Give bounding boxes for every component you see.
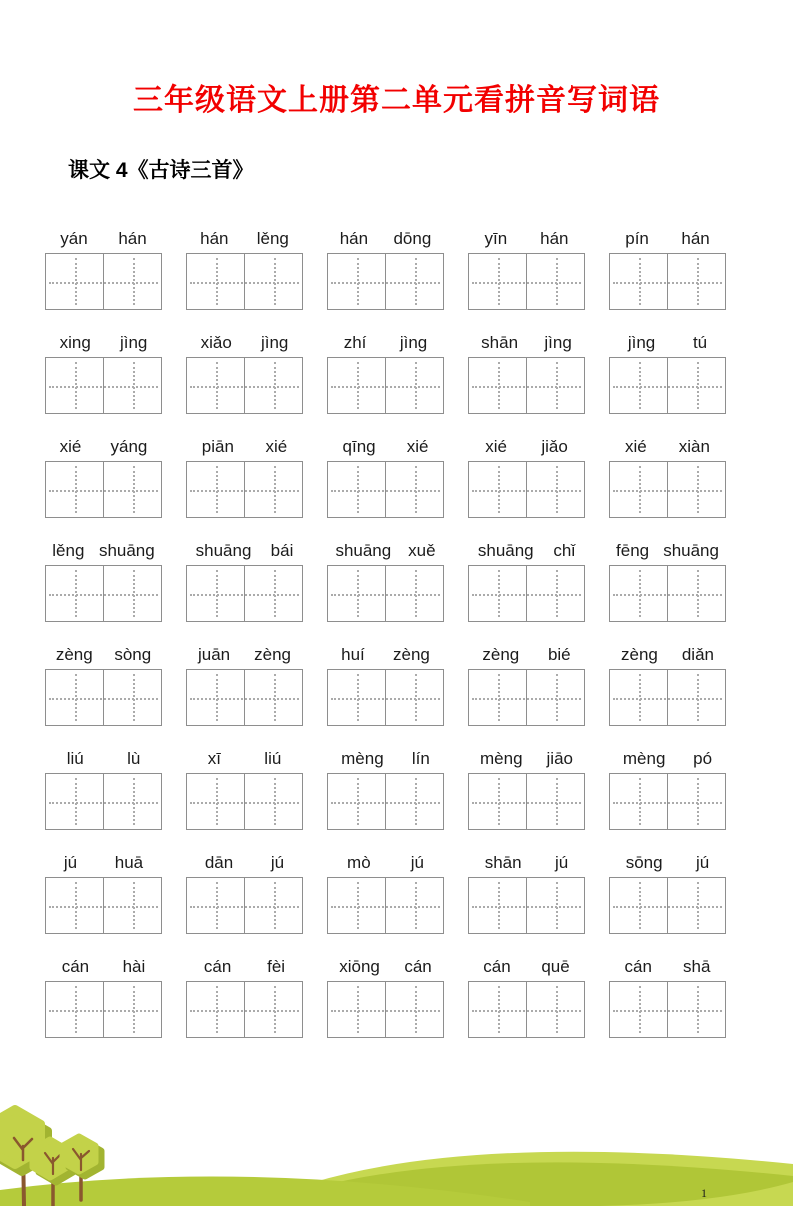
pinyin-label xyxy=(468,433,585,457)
writing-box-pair[interactable] xyxy=(327,877,444,934)
writing-box-pair[interactable] xyxy=(327,773,444,830)
pinyin-label xyxy=(45,433,162,457)
writing-cell[interactable] xyxy=(46,566,103,621)
writing-cell[interactable] xyxy=(103,982,161,1037)
writing-box-pair[interactable] xyxy=(186,669,303,726)
pinyin-label xyxy=(45,745,162,769)
pinyin-syllable: hán xyxy=(681,229,710,248)
writing-cell[interactable] xyxy=(667,878,725,933)
writing-box-pair[interactable] xyxy=(186,461,303,518)
pinyin-label xyxy=(327,953,444,977)
pinyin-syllable: jìng xyxy=(544,333,572,352)
pinyin-syllable: xiàn xyxy=(678,437,710,456)
writing-box-pair[interactable] xyxy=(186,981,303,1038)
pinyin-syllable: dān xyxy=(204,853,234,872)
pinyin-syllable: hán xyxy=(200,229,229,248)
pinyin-syllable: xié xyxy=(485,437,507,456)
page-number: 1 xyxy=(701,1186,707,1200)
word-group xyxy=(45,329,162,414)
pinyin-syllable: shā xyxy=(683,957,711,976)
writing-cell[interactable] xyxy=(328,982,385,1037)
writing-cell[interactable] xyxy=(667,774,725,829)
word-group xyxy=(468,849,585,934)
pinyin-syllable: cán xyxy=(404,957,432,976)
pinyin-label xyxy=(609,953,726,977)
writing-cell[interactable] xyxy=(328,254,385,309)
writing-box-pair[interactable] xyxy=(327,461,444,518)
writing-cell[interactable] xyxy=(328,774,385,829)
pinyin-label xyxy=(468,953,585,977)
writing-cell[interactable] xyxy=(46,358,103,413)
writing-cell[interactable] xyxy=(46,774,103,829)
word-group xyxy=(45,433,162,518)
word-group xyxy=(609,849,726,934)
pinyin-label xyxy=(327,329,444,353)
writing-box-pair[interactable] xyxy=(45,773,162,830)
writing-box-pair[interactable] xyxy=(609,669,726,726)
word-row xyxy=(45,329,793,414)
pinyin-syllable: hán xyxy=(339,229,369,248)
writing-box-pair[interactable] xyxy=(468,357,585,414)
writing-cell[interactable] xyxy=(610,878,667,933)
writing-box-pair[interactable] xyxy=(327,357,444,414)
word-group xyxy=(609,537,726,622)
writing-box-pair[interactable] xyxy=(45,253,162,310)
writing-box-pair[interactable] xyxy=(468,461,585,518)
pinyin-label xyxy=(327,745,444,769)
writing-box-pair[interactable] xyxy=(186,877,303,934)
writing-box-pair[interactable] xyxy=(609,357,726,414)
writing-cell[interactable] xyxy=(526,566,584,621)
pinyin-syllable: shuāng xyxy=(98,541,155,560)
pinyin-syllable: xié xyxy=(59,437,82,456)
pinyin-syllable: xiōng xyxy=(339,957,380,976)
writing-cell[interactable] xyxy=(328,566,385,621)
writing-box-pair[interactable] xyxy=(609,565,726,622)
writing-cell[interactable] xyxy=(244,566,302,621)
pinyin-syllable: jiāo xyxy=(546,749,573,768)
word-group xyxy=(45,537,162,622)
pinyin-syllable: cán xyxy=(203,957,232,976)
word-group xyxy=(327,537,444,622)
word-row xyxy=(45,225,793,310)
pinyin-label xyxy=(45,329,162,353)
word-group xyxy=(468,953,585,1038)
writing-cell[interactable] xyxy=(667,358,725,413)
writing-box-pair[interactable] xyxy=(327,669,444,726)
pinyin-label xyxy=(186,953,303,977)
writing-cell[interactable] xyxy=(610,774,667,829)
writing-cell[interactable] xyxy=(469,254,526,309)
pinyin-syllable: xiǎo xyxy=(200,333,232,352)
word-row xyxy=(45,745,793,830)
word-row xyxy=(45,849,793,934)
word-group xyxy=(327,953,444,1038)
pinyin-syllable: liú xyxy=(264,749,282,768)
pinyin-syllable: xī xyxy=(207,749,221,768)
writing-cell[interactable] xyxy=(610,566,667,621)
writing-box-pair[interactable] xyxy=(609,253,726,310)
writing-cell[interactable] xyxy=(187,566,244,621)
writing-cell[interactable] xyxy=(610,462,667,517)
writing-cell[interactable] xyxy=(187,358,244,413)
pinyin-syllable: jú xyxy=(410,853,424,872)
word-group xyxy=(45,849,162,934)
writing-cell[interactable] xyxy=(610,254,667,309)
pinyin-syllable: jìng xyxy=(627,333,656,352)
pinyin-syllable: xié xyxy=(265,437,288,456)
writing-cell[interactable] xyxy=(244,670,302,725)
word-group xyxy=(327,433,444,518)
writing-cell[interactable] xyxy=(610,670,667,725)
pinyin-syllable: zèng xyxy=(392,645,430,664)
pinyin-syllable: jú xyxy=(270,853,285,872)
pinyin-syllable: jìng xyxy=(119,333,148,352)
word-group xyxy=(327,329,444,414)
writing-box-pair[interactable] xyxy=(609,461,726,518)
pinyin-syllable: tú xyxy=(692,333,708,352)
pinyin-syllable: piān xyxy=(201,437,234,456)
hill-decoration xyxy=(0,1076,793,1206)
word-group xyxy=(186,953,303,1038)
pinyin-label xyxy=(609,225,726,249)
writing-cell[interactable] xyxy=(385,774,443,829)
pinyin-syllable: zhí xyxy=(343,333,367,352)
writing-cell[interactable] xyxy=(244,878,302,933)
writing-cell[interactable] xyxy=(103,878,161,933)
pinyin-syllable: lěng xyxy=(52,541,85,560)
pinyin-label xyxy=(468,849,585,873)
word-group xyxy=(609,329,726,414)
pinyin-syllable: mò xyxy=(347,853,371,872)
writing-cell[interactable] xyxy=(385,566,443,621)
word-group xyxy=(468,329,585,414)
pinyin-label xyxy=(186,745,303,769)
word-group xyxy=(186,641,303,726)
writing-cell[interactable] xyxy=(469,670,526,725)
word-group xyxy=(609,225,726,310)
pinyin-label xyxy=(609,329,726,353)
word-group xyxy=(327,641,444,726)
word-group xyxy=(468,641,585,726)
writing-cell[interactable] xyxy=(385,670,443,725)
writing-cell[interactable] xyxy=(469,774,526,829)
pinyin-syllable: zèng xyxy=(254,645,291,664)
writing-cell[interactable] xyxy=(103,566,161,621)
pinyin-label xyxy=(327,641,444,665)
pinyin-syllable: sòng xyxy=(114,645,152,664)
writing-box-pair[interactable] xyxy=(327,981,444,1038)
pinyin-syllable: shuāng xyxy=(477,541,534,560)
writing-cell[interactable] xyxy=(46,670,103,725)
writing-cell[interactable] xyxy=(46,254,103,309)
pinyin-syllable: cán xyxy=(624,957,652,976)
pinyin-label xyxy=(327,225,444,249)
writing-box-pair[interactable] xyxy=(468,773,585,830)
pinyin-label xyxy=(186,329,303,353)
word-group xyxy=(609,745,726,830)
pinyin-syllable: yīn xyxy=(484,229,508,248)
writing-cell[interactable] xyxy=(667,462,725,517)
writing-box-pair[interactable] xyxy=(186,773,303,830)
word-group xyxy=(327,225,444,310)
pinyin-syllable: diǎn xyxy=(681,645,714,664)
word-group xyxy=(45,953,162,1038)
writing-cell[interactable] xyxy=(526,878,584,933)
writing-cell[interactable] xyxy=(328,358,385,413)
word-group xyxy=(468,225,585,310)
word-group xyxy=(609,433,726,518)
pinyin-syllable: lěng xyxy=(256,229,289,248)
pinyin-syllable: zèng xyxy=(55,645,93,664)
pinyin-syllable: huí xyxy=(341,645,365,664)
pinyin-syllable: jiǎo xyxy=(541,437,568,456)
pinyin-syllable: pó xyxy=(693,749,713,768)
writing-cell[interactable] xyxy=(103,462,161,517)
writing-cell[interactable] xyxy=(610,358,667,413)
writing-cell[interactable] xyxy=(103,254,161,309)
writing-box-pair[interactable] xyxy=(468,669,585,726)
pinyin-syllable: zèng xyxy=(482,645,520,664)
writing-box-pair[interactable] xyxy=(468,565,585,622)
pinyin-label xyxy=(186,225,303,249)
pinyin-syllable: quē xyxy=(541,957,570,976)
writing-cell[interactable] xyxy=(526,462,584,517)
writing-cell[interactable] xyxy=(385,982,443,1037)
word-row xyxy=(45,537,793,622)
word-group xyxy=(186,329,303,414)
pinyin-label xyxy=(468,225,585,249)
writing-cell[interactable] xyxy=(667,670,725,725)
pinyin-label xyxy=(468,641,585,665)
writing-cell[interactable] xyxy=(385,462,443,517)
pinyin-label xyxy=(468,745,585,769)
word-row xyxy=(45,953,793,1038)
pinyin-syllable: mèng xyxy=(480,749,523,768)
writing-cell[interactable] xyxy=(469,878,526,933)
pinyin-label xyxy=(327,537,444,561)
page-title: 三年级语文上册第二单元看拼音写词语 xyxy=(133,84,660,117)
pinyin-syllable: shuāng xyxy=(335,541,392,560)
writing-cell[interactable] xyxy=(469,462,526,517)
pinyin-syllable: jìng xyxy=(399,333,428,352)
pinyin-syllable: jìng xyxy=(260,333,289,352)
writing-cell[interactable] xyxy=(187,254,244,309)
pinyin-syllable: xié xyxy=(406,437,429,456)
pinyin-word-grid xyxy=(0,225,793,1038)
pinyin-label xyxy=(609,641,726,665)
pinyin-label xyxy=(327,849,444,873)
writing-cell[interactable] xyxy=(244,254,302,309)
pinyin-label xyxy=(45,641,162,665)
pinyin-syllable: shuāng xyxy=(663,541,719,560)
pinyin-syllable: cán xyxy=(61,957,90,976)
writing-cell[interactable] xyxy=(385,878,443,933)
word-group xyxy=(186,849,303,934)
word-group xyxy=(609,953,726,1038)
pinyin-syllable: yán xyxy=(60,229,88,248)
pinyin-syllable: qīng xyxy=(342,437,376,456)
writing-cell[interactable] xyxy=(526,254,584,309)
word-group xyxy=(45,745,162,830)
pinyin-label xyxy=(186,537,303,561)
word-group xyxy=(186,745,303,830)
writing-cell[interactable] xyxy=(103,670,161,725)
pinyin-syllable: mèng xyxy=(341,749,384,768)
pinyin-label xyxy=(468,537,585,561)
writing-cell[interactable] xyxy=(244,774,302,829)
pinyin-syllable: lín xyxy=(411,749,430,768)
writing-cell[interactable] xyxy=(610,982,667,1037)
word-group xyxy=(45,641,162,726)
pinyin-syllable: mèng xyxy=(622,749,666,768)
writing-cell[interactable] xyxy=(46,462,103,517)
pinyin-label xyxy=(186,433,303,457)
lesson-subtitle: 课文 4《古诗三首》 xyxy=(68,159,254,182)
writing-box-pair[interactable] xyxy=(327,253,444,310)
pinyin-syllable: shuāng xyxy=(195,541,252,560)
pinyin-label xyxy=(609,433,726,457)
pinyin-syllable: lù xyxy=(127,749,141,768)
writing-box-pair[interactable] xyxy=(45,877,162,934)
pinyin-syllable: xié xyxy=(625,437,647,456)
pinyin-syllable: pín xyxy=(625,229,649,248)
writing-cell[interactable] xyxy=(328,878,385,933)
writing-cell[interactable] xyxy=(328,670,385,725)
writing-box-pair[interactable] xyxy=(609,981,726,1038)
pinyin-syllable: jú xyxy=(63,853,78,872)
pinyin-syllable: xuě xyxy=(408,541,436,560)
pinyin-syllable: hán xyxy=(540,229,569,248)
writing-box-pair[interactable] xyxy=(327,565,444,622)
pinyin-label xyxy=(45,953,162,977)
writing-cell[interactable] xyxy=(244,462,302,517)
writing-box-pair[interactable] xyxy=(609,877,726,934)
pinyin-label xyxy=(468,329,585,353)
writing-cell[interactable] xyxy=(526,358,584,413)
writing-cell[interactable] xyxy=(46,982,103,1037)
pinyin-syllable: juān xyxy=(197,645,231,664)
pinyin-label xyxy=(186,849,303,873)
writing-box-pair[interactable] xyxy=(186,565,303,622)
pinyin-syllable: yáng xyxy=(110,437,148,456)
pinyin-label xyxy=(45,537,162,561)
writing-cell[interactable] xyxy=(187,774,244,829)
writing-cell[interactable] xyxy=(526,670,584,725)
writing-box-pair[interactable] xyxy=(45,461,162,518)
writing-cell[interactable] xyxy=(187,878,244,933)
writing-box-pair[interactable] xyxy=(45,669,162,726)
word-group xyxy=(468,433,585,518)
pinyin-label xyxy=(327,433,444,457)
writing-cell[interactable] xyxy=(103,774,161,829)
writing-cell[interactable] xyxy=(187,462,244,517)
pinyin-syllable: bié xyxy=(547,645,571,664)
writing-box-pair[interactable] xyxy=(468,253,585,310)
pinyin-syllable: shān xyxy=(481,333,519,352)
word-group xyxy=(468,745,585,830)
writing-cell[interactable] xyxy=(187,982,244,1037)
pinyin-syllable: chǐ xyxy=(553,541,576,560)
writing-cell[interactable] xyxy=(328,462,385,517)
writing-box-pair[interactable] xyxy=(45,981,162,1038)
pinyin-label xyxy=(609,849,726,873)
word-group xyxy=(327,745,444,830)
writing-box-pair[interactable] xyxy=(45,357,162,414)
writing-cell[interactable] xyxy=(667,566,725,621)
writing-box-pair[interactable] xyxy=(45,565,162,622)
pinyin-syllable: shān xyxy=(484,853,522,872)
writing-box-pair[interactable] xyxy=(468,877,585,934)
pinyin-syllable: hán xyxy=(118,229,147,248)
pinyin-syllable: jú xyxy=(696,853,710,872)
pinyin-syllable: zèng xyxy=(620,645,658,664)
writing-cell[interactable] xyxy=(385,254,443,309)
word-group xyxy=(609,641,726,726)
writing-cell[interactable] xyxy=(244,358,302,413)
pinyin-syllable: dōng xyxy=(393,229,432,248)
writing-cell[interactable] xyxy=(46,878,103,933)
pinyin-syllable: xing xyxy=(59,333,91,352)
writing-cell[interactable] xyxy=(469,982,526,1037)
pinyin-label xyxy=(45,849,162,873)
pinyin-syllable: cán xyxy=(483,957,511,976)
writing-cell[interactable] xyxy=(187,670,244,725)
writing-box-pair[interactable] xyxy=(468,981,585,1038)
writing-cell[interactable] xyxy=(526,774,584,829)
pinyin-syllable: jú xyxy=(555,853,569,872)
word-group xyxy=(327,849,444,934)
word-group xyxy=(186,225,303,310)
pinyin-label xyxy=(609,537,726,561)
writing-cell[interactable] xyxy=(469,358,526,413)
pinyin-syllable: liú xyxy=(66,749,84,768)
writing-cell[interactable] xyxy=(244,982,302,1037)
pinyin-label xyxy=(609,745,726,769)
word-row xyxy=(45,433,793,518)
word-group xyxy=(45,225,162,310)
writing-box-pair[interactable] xyxy=(186,253,303,310)
pinyin-syllable: sōng xyxy=(625,853,663,872)
pinyin-syllable: fèi xyxy=(267,957,286,976)
writing-cell[interactable] xyxy=(103,358,161,413)
pinyin-syllable: fēng xyxy=(616,541,650,560)
word-group xyxy=(468,537,585,622)
word-group xyxy=(186,537,303,622)
word-row xyxy=(45,641,793,726)
writing-cell[interactable] xyxy=(469,566,526,621)
pinyin-syllable: bái xyxy=(270,541,294,560)
writing-box-pair[interactable] xyxy=(609,773,726,830)
pinyin-label xyxy=(186,641,303,665)
word-group xyxy=(186,433,303,518)
pinyin-syllable: hài xyxy=(122,957,146,976)
writing-cell[interactable] xyxy=(667,254,725,309)
writing-cell[interactable] xyxy=(526,982,584,1037)
writing-box-pair[interactable] xyxy=(186,357,303,414)
writing-cell[interactable] xyxy=(385,358,443,413)
pinyin-label xyxy=(45,225,162,249)
writing-cell[interactable] xyxy=(667,982,725,1037)
pinyin-syllable: huā xyxy=(114,853,144,872)
